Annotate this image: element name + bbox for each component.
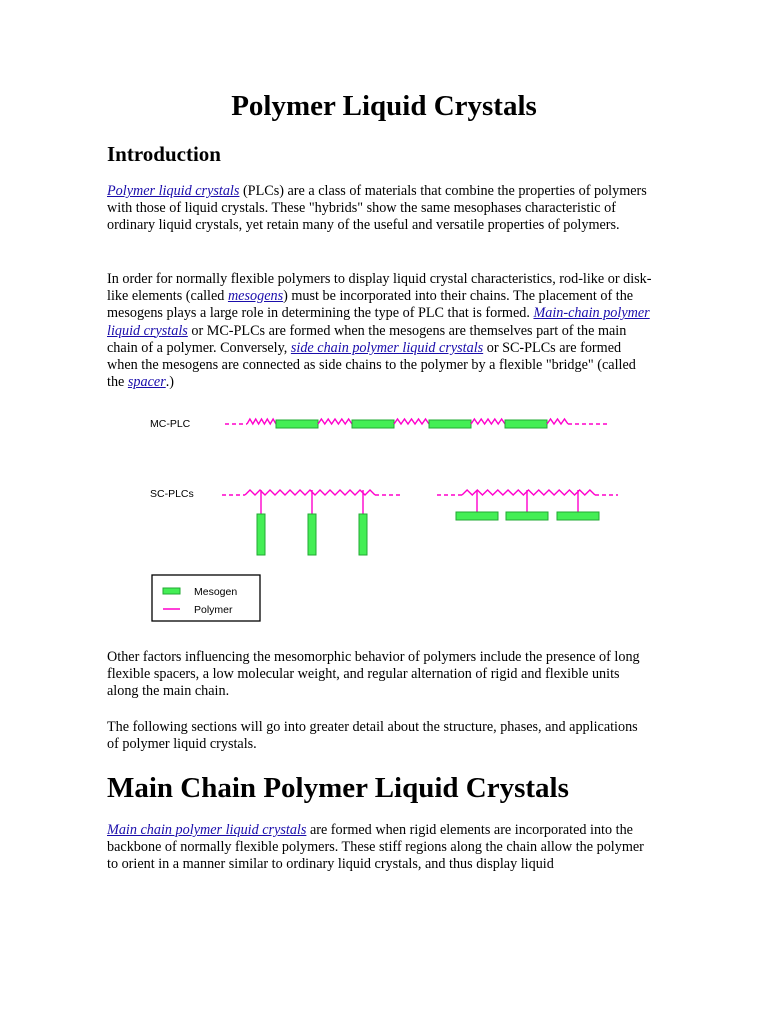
diagram-legend — [152, 575, 260, 621]
legend-mesogen-label: Mesogen — [194, 586, 238, 598]
sc-plc-chain-vertical — [222, 490, 402, 555]
p2-text-4: or SC-PLCs are formed when the mesogens are connected as side chains to the polymer by a flexible "bridge" (called the — [107, 339, 636, 391]
mesogen — [276, 420, 318, 428]
mesogen — [557, 512, 599, 520]
polymer-segment — [245, 490, 375, 495]
polymer-segment — [394, 419, 429, 424]
legend-polymer-label: Polymer — [194, 604, 233, 616]
mesogen — [456, 512, 498, 520]
main-chain-paragraph — [107, 822, 652, 874]
sc-plc-chain-horizontal — [437, 490, 618, 520]
intro-paragraph-2 — [107, 271, 652, 391]
polymer-segment — [547, 419, 568, 424]
polymer-segment — [318, 419, 352, 424]
plc-link[interactable]: Polymer liquid crystals — [107, 183, 240, 199]
spacer-link[interactable]: spacer — [127, 374, 166, 391]
p2-text-5: .) — [165, 374, 174, 391]
factors-paragraph: Other factors influencing the mesomorphic behavior of polymers include the presence of long flexible spacers, a low molecular weight, and regular alternation of rigid and flexible units along the main chain. — [107, 649, 640, 700]
p2-text-1: In order for normally flexible polymers to display liquid crystal characteristics, rod-like or disk-like elements (called — [107, 271, 652, 305]
main-chain-plc-link[interactable]: Main-chain polymer liquid crystals — [107, 305, 650, 339]
p2-text-3: or MC-PLCs are formed when the mesogens are themselves part of the main chain of a polymer. Conversely, — [107, 322, 627, 356]
mesogen — [352, 420, 394, 428]
main-chain-heading: Main Chain Polymer Liquid Crystals — [107, 772, 569, 804]
mesogen — [257, 514, 265, 555]
mesogen — [506, 512, 548, 520]
main-chain-paragraph-text: are formed when rigid elements are incorporated into the backbone of normally flexible polymers. These stiff regions along the chain allow the polymer to orient in a manner similar to ordinary liquid crystals, and thus display liquid — [107, 822, 644, 873]
polymer-segment — [462, 490, 595, 495]
side-chain-plc-link[interactable]: side chain polymer liquid crystals — [290, 339, 484, 356]
sc-plcs-label: SC-PLCs — [150, 488, 194, 500]
mesogen — [429, 420, 471, 428]
polymer-segment — [247, 419, 276, 424]
intro-paragraph-1 — [107, 183, 652, 235]
p2-text-2: ) must be incorporated into their chains. The placement of the mesogens plays a large role in determining the type of PLC that is formed. — [107, 288, 634, 322]
intro-paragraph-1-text: (PLCs) are a class of materials that combine the properties of polymers with those of liquid crystals. These "hybrids" show the same mesophases characteristic of ordinary liquid crystals, yet retain many of the useful and versatile properties of polymers. — [107, 183, 647, 234]
polymer-segment — [471, 419, 505, 424]
plc-diagram — [150, 405, 620, 630]
page-title: Polymer Liquid Crystals — [231, 90, 537, 122]
mc-plc-chain — [225, 419, 608, 428]
following-sections-paragraph: The following sections will go into greater detail about the structure, phases, and applications of polymer liquid crystals. — [107, 719, 638, 753]
main-chain-plc-link-2[interactable]: Main chain polymer liquid crystals — [107, 822, 307, 838]
mesogens-link[interactable]: mesogens — [227, 288, 284, 305]
mesogen — [359, 514, 367, 555]
mesogen — [308, 514, 316, 555]
intro-heading: Introduction — [107, 142, 221, 166]
legend-mesogen-swatch — [163, 588, 180, 594]
mesogen — [505, 420, 547, 428]
mc-plc-label: MC-PLC — [150, 418, 191, 430]
